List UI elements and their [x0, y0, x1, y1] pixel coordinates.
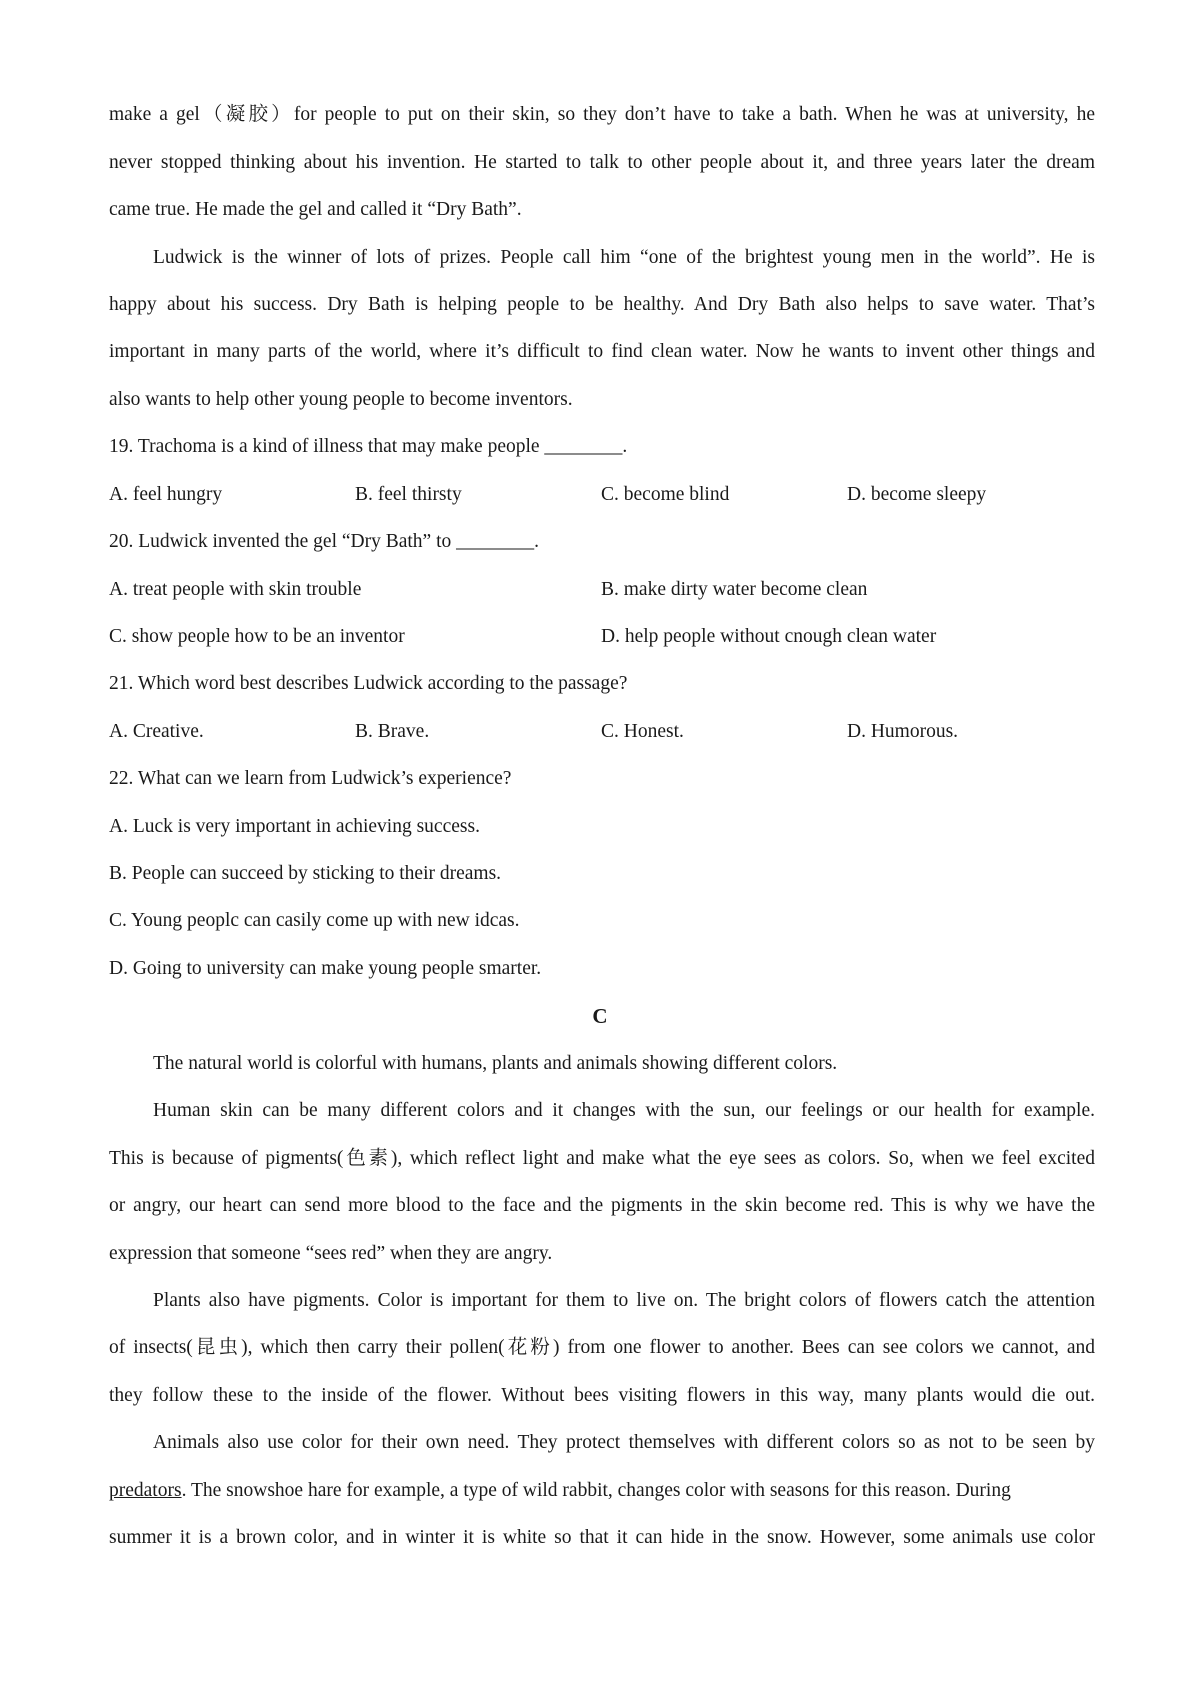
passage-c-line: they follow these to the inside of the flower. Without bees visiting flowers in this way, many plants would die out.: [109, 1385, 1095, 1406]
q21-option-a[interactable]: A. Creative.: [109, 721, 204, 742]
q22-option-d[interactable]: D. Going to university can make young people smarter.: [109, 958, 542, 979]
q22-option-c[interactable]: C. Young peoplc can casily come up with new idcas.: [109, 910, 520, 931]
passage-b-line: happy about his success. Dry Bath is helping people to be healthy. And Dry Bath also helps to save water. That’s: [109, 294, 1095, 315]
passage-c-line: Animals also use color for their own need. They protect themselves with different colors so as not to be seen by: [153, 1432, 1095, 1453]
passage-b-line: make a gel（凝胶）for people to put on their skin, so they don’t have to take a bath. When he was at university, he: [109, 104, 1095, 125]
passage-b-line: also wants to help other young people to become inventors.: [109, 389, 573, 410]
passage-c-line: Plants also have pigments. Color is important for them to live on. The bright colors of flowers catch the attention: [153, 1290, 1095, 1311]
q19-option-c[interactable]: C. become blind: [601, 484, 730, 505]
q21-option-d[interactable]: D. Humorous.: [847, 721, 959, 742]
passage-c-line: The natural world is colorful with humans, plants and animals showing different colors.: [153, 1053, 838, 1074]
question-20-stem: 20. Ludwick invented the gel “Dry Bath” to ________.: [109, 531, 539, 552]
passage-c-line: [109, 1479, 1011, 1503]
q21-option-b[interactable]: B. Brave.: [355, 721, 430, 742]
question-19-stem: 19. Trachoma is a kind of illness that may make people ________.: [109, 436, 628, 457]
passage-c-line: or angry, our heart can send more blood to the face and the pigments in the skin become red. This is why we have the: [109, 1195, 1095, 1216]
passage-c-line: of insects(昆虫), which then carry their pollen(花粉) from one flower to another. Bees can see colors we cannot, and: [109, 1337, 1095, 1358]
q20-option-d[interactable]: D. help people without cnough clean water: [601, 626, 937, 647]
question-22-stem: 22. What can we learn from Ludwick’s experience?: [109, 768, 512, 789]
q19-option-a[interactable]: A. feel hungry: [109, 484, 223, 505]
q20-option-a[interactable]: A. treat people with skin trouble: [109, 579, 362, 600]
q20-option-b[interactable]: B. make dirty water become clean: [601, 579, 868, 600]
passage-c-line: Human skin can be many different colors and it changes with the sun, our feelings or our health for example.: [153, 1100, 1095, 1121]
underlined-word-predators: predators: [109, 1480, 182, 1501]
q22-option-a[interactable]: A. Luck is very important in achieving success.: [109, 816, 480, 837]
section-c-heading: C: [592, 1004, 608, 1028]
q20-option-c[interactable]: C. show people how to be an inventor: [109, 626, 405, 647]
passage-c-line: summer it is a brown color, and in winter it is white so that it can hide in the snow. However, some animals use color: [109, 1527, 1095, 1548]
passage-b-line: never stopped thinking about his invention. He started to talk to other people about it, and three years later the dream: [109, 152, 1095, 173]
q22-option-b[interactable]: B. People can succeed by sticking to their dreams.: [109, 863, 502, 884]
q19-option-b[interactable]: B. feel thirsty: [355, 484, 462, 505]
q21-option-c[interactable]: C. Honest.: [601, 721, 684, 742]
question-21-stem: 21. Which word best describes Ludwick according to the passage?: [109, 673, 628, 694]
passage-c-line-text: . The snowshoe hare for example, a type of wild rabbit, changes color with seasons for this reason. During: [181, 1480, 1011, 1501]
passage-b-line: important in many parts of the world, where it’s difficult to find clean water. Now he wants to invent other things and: [109, 341, 1095, 362]
passage-b-line: Ludwick is the winner of lots of prizes. People call him “one of the brightest young men in the world”. He is: [153, 247, 1095, 268]
q19-option-d[interactable]: D. become sleepy: [847, 484, 987, 505]
passage-c-line: This is because of pigments(色素), which reflect light and make what the eye sees as colors. So, when we feel excited: [109, 1148, 1095, 1169]
passage-b-line: came true. He made the gel and called it “Dry Bath”.: [109, 199, 522, 220]
passage-c-line: expression that someone “sees red” when they are angry.: [109, 1243, 553, 1264]
